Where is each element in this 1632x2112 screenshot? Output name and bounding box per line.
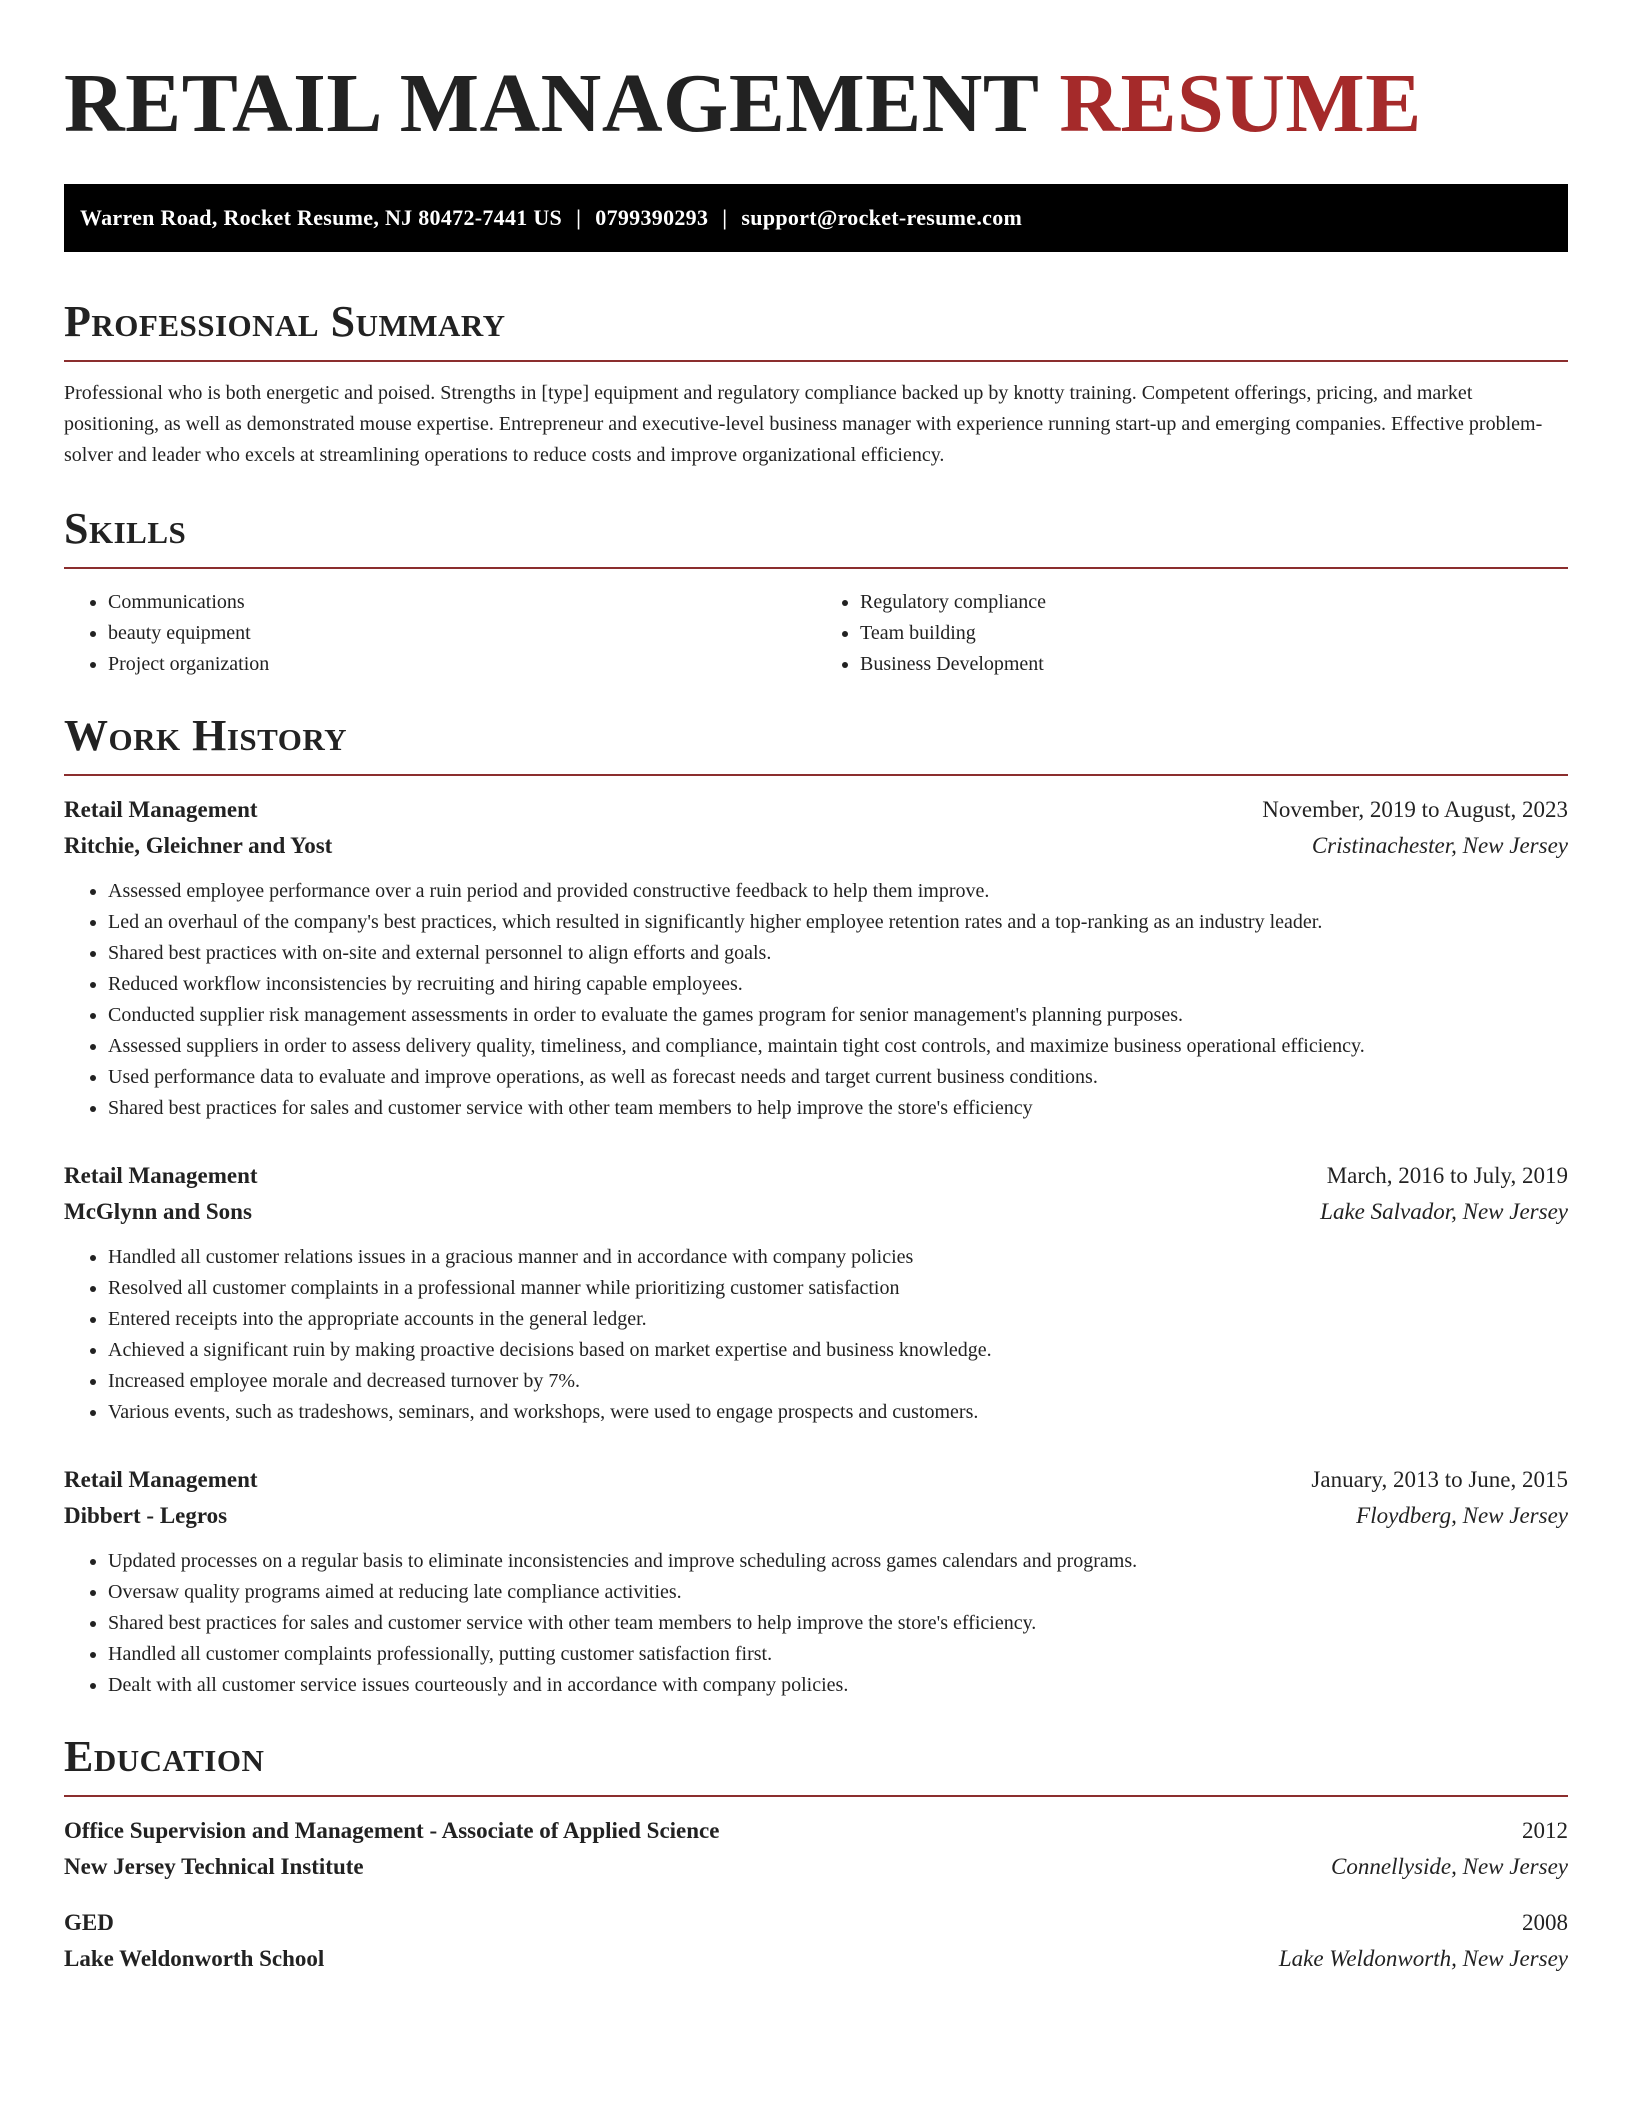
job-entry [64,792,1568,1124]
contact-bar [64,184,1568,252]
work-section [64,712,1568,1701]
education-header [64,1905,1568,1941]
job-subheader [64,1194,1568,1230]
education-subheader [64,1849,1568,1885]
job-bullet: • Achieved a significant ruin by making proactive decisions based on market expertise and business knowledge. [108,1335,1568,1366]
job-company: Dibbert - Legros [64,1503,228,1528]
education-section [64,1733,1568,1977]
job-bullet: • Shared best practices with on-site and external personnel to align efforts and goals. [108,938,1568,969]
skill-item: • Team building [860,618,1568,649]
job-bullet: • Updated processes on a regular basis to eliminate inconsistencies and improve scheduling across games calendars and programs. [108,1546,1568,1577]
job-header [64,792,1568,828]
job-title: Retail Management [64,797,258,822]
job-company: McGlynn and Sons [64,1199,252,1224]
education-degree: Office Supervision and Management - Associate of Applied Science [64,1818,720,1843]
job-header [64,1462,1568,1498]
education-degree: GED [64,1910,114,1935]
job-entry [64,1158,1568,1428]
job-bullet: • Assessed suppliers in order to assess delivery quality, timeliness, and compliance, maintain tight cost controls, and maximize business operational efficiency. [108,1031,1568,1062]
education-subheader [64,1941,1568,1977]
skills-heading: Skills [64,505,1568,569]
skills-list-right [816,587,1568,680]
resume-title-accent: RESUME [1059,57,1422,150]
summary-text: Professional who is both energetic and poised. Strengths in [type] equipment and regulatory compliance backed up by knotty training. Competent offerings, pricing, and market positioning, as well as demonstrated mouse expertise. Entrepreneur and executive-level business manager with experience running start-up and emerging companies. Effective problem-solver and leader who excels at streamlining operations to reduce costs and improve organizational efficiency. [64,382,1543,466]
resume-title-main: RETAIL MANAGEMENT [64,57,1038,150]
job-bullet: • Entered receipts into the appropriate accounts in the general ledger. [108,1304,1568,1335]
job-bullets [64,876,1568,1124]
job-title: Retail Management [64,1467,258,1492]
education-entry [64,1813,1568,1885]
skill-item: • Project organization [108,649,816,680]
skill-item: • beauty equipment [108,618,816,649]
contact-separator: | [722,205,728,230]
job-entry [64,1462,1568,1701]
contact-email: support@rocket-resume.com [741,205,1023,230]
job-location: Cristinachester, New Jersey [1311,833,1568,858]
job-bullet: • Handled all customer complaints professionally, putting customer satisfaction first. [108,1639,1568,1670]
job-bullet: • Shared best practices for sales and customer service with other team members to help improve the store's efficiency [108,1093,1568,1124]
job-dates: November, 2019 to August, 2023 [1262,797,1568,822]
job-bullet: • Assessed employee performance over a ruin period and provided constructive feedback to help them improve. [108,876,1568,907]
job-bullet: • Used performance data to evaluate and improve operations, as well as forecast needs and target current business conditions. [108,1062,1568,1093]
job-company: Ritchie, Gleichner and Yost [64,833,333,858]
job-bullet: • Oversaw quality programs aimed at reducing late compliance activities. [108,1577,1568,1608]
job-bullet: • Increased employee morale and decreased turnover by 7%. [108,1366,1568,1397]
summary-section [64,298,1568,471]
education-location: Lake Weldonworth, New Jersey [1278,1946,1568,1971]
skill-item: • Communications [108,587,816,618]
job-bullet: • Led an overhaul of the company's best practices, which resulted in significantly higher employee retention rates and a top-ranking as an industry leader. [108,907,1568,938]
education-year: 2012 [1522,1818,1568,1843]
skills-section [64,505,1568,680]
education-year: 2008 [1522,1910,1568,1935]
job-bullet: • Resolved all customer complaints in a professional manner while prioritizing customer satisfaction [108,1273,1568,1304]
job-location: Lake Salvador, New Jersey [1320,1199,1568,1224]
job-dates: March, 2016 to July, 2019 [1326,1163,1568,1188]
job-dates: January, 2013 to June, 2015 [1311,1467,1568,1492]
job-location: Floydberg, New Jersey [1356,1503,1568,1528]
education-heading: Education [64,1733,1568,1797]
education-location: Connellyside, New Jersey [1331,1854,1568,1879]
education-school: Lake Weldonworth School [64,1946,325,1971]
contact-address: Warren Road, Rocket Resume, NJ 80472-7441 US [80,205,563,230]
job-bullet: • Conducted supplier risk management assessments in order to evaluate the games program for senior management's planning purposes. [108,1000,1568,1031]
job-bullet: • Reduced workflow inconsistencies by recruiting and hiring capable employees. [108,969,1568,1000]
job-header [64,1158,1568,1194]
job-bullet: • Various events, such as tradeshows, seminars, and workshops, were used to engage prospects and customers. [108,1397,1568,1428]
job-bullet: • Handled all customer relations issues in a gracious manner and in accordance with company policies [108,1242,1568,1273]
education-entry [64,1905,1568,1977]
skills-columns [64,587,1568,680]
education-school: New Jersey Technical Institute [64,1854,364,1879]
contact-phone: 0799390293 [595,205,709,230]
job-bullets [64,1546,1568,1701]
job-bullet: • Shared best practices for sales and customer service with other team members to help improve the store's efficiency. [108,1608,1568,1639]
job-bullet: • Dealt with all customer service issues courteously and in accordance with company policies. [108,1670,1568,1701]
education-header [64,1813,1568,1849]
contact-separator: | [576,205,582,230]
job-subheader [64,828,1568,864]
skills-list-left [64,587,816,680]
resume-title [64,0,1568,150]
work-heading: Work History [64,712,1568,776]
job-subheader [64,1498,1568,1534]
job-bullets [64,1242,1568,1428]
skill-item: • Regulatory compliance [860,587,1568,618]
job-title: Retail Management [64,1163,258,1188]
summary-heading: Professional Summary [64,298,1568,362]
resume-page [64,0,1568,1977]
skill-item: • Business Development [860,649,1568,680]
